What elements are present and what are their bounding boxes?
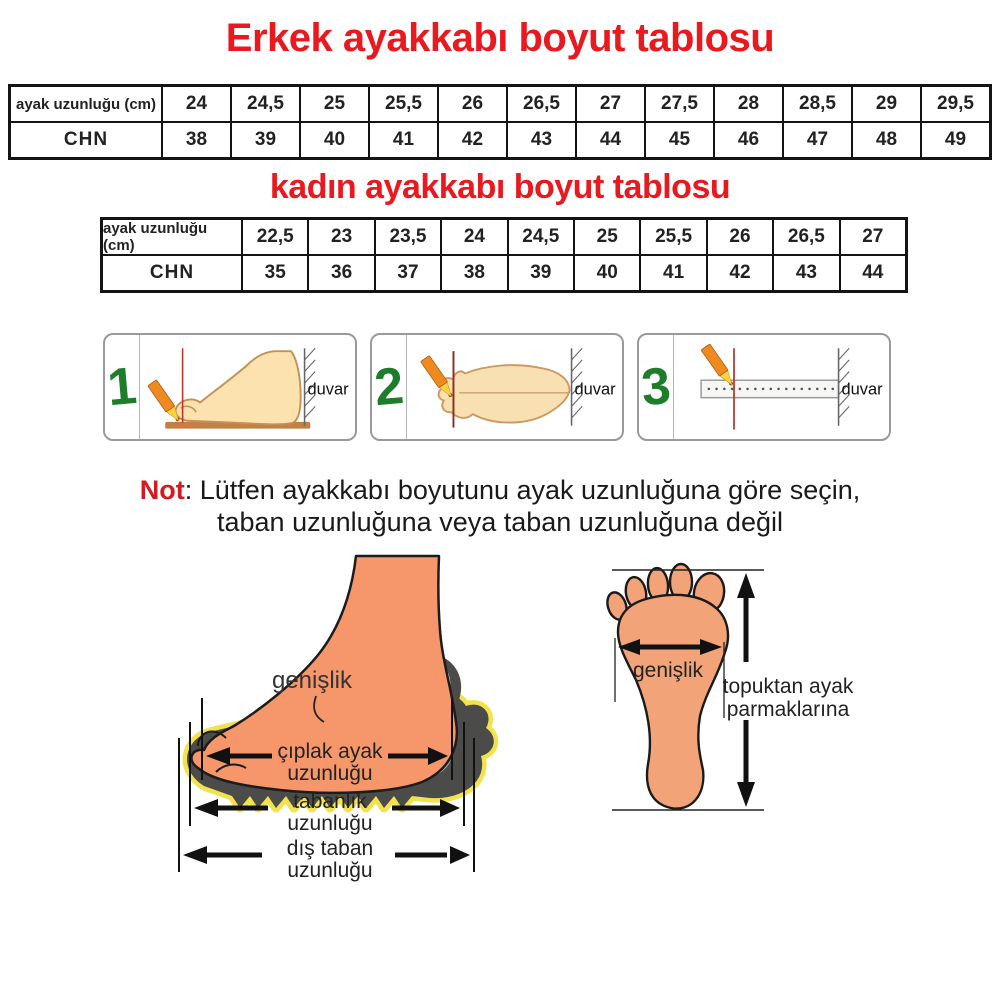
women-foot-length-cell: 23: [309, 220, 373, 254]
men-foot-length-cell: 27: [577, 87, 644, 121]
women-foot-length-cell: 26: [708, 220, 772, 254]
outsole-length-label-2: uzunluğu: [287, 859, 373, 882]
pencil-icon: [148, 380, 183, 424]
barefoot-length-label-2: uzunluğu: [287, 762, 373, 785]
women-chn-size-cell: 41: [641, 256, 705, 290]
women-foot-length-cell: 24,5: [509, 220, 573, 254]
foot-side-icon: [176, 351, 301, 424]
step-3-illustration: [674, 335, 886, 439]
insole-length-label-2: uzunluğu: [287, 812, 373, 835]
shoe-width-label: genişlik: [271, 667, 353, 694]
women-chn-size-cell: 38: [442, 256, 506, 290]
women-chn-size-cell: 36: [309, 256, 373, 290]
men-foot-length-cell: 29: [853, 87, 920, 121]
wall-label: duvar: [841, 380, 883, 399]
footprint-width-label: genişlik: [632, 659, 704, 682]
men-chn-size-cell: 38: [163, 123, 230, 157]
women-foot-length-cell: 27: [841, 220, 905, 254]
women-chn-size-cell: 43: [774, 256, 838, 290]
foot-top-icon: [439, 365, 570, 422]
men-foot-length-cell: 24: [163, 87, 230, 121]
men-foot-length-cell: 25,5: [370, 87, 437, 121]
wall-label: duvar: [307, 380, 349, 399]
men-foot-length-cell: 24,5: [232, 87, 299, 121]
note-line1: : Lütfen ayakkabı boyutunu ayak uzunluğuna göre seçin,: [184, 475, 861, 505]
women-chn-size-cell: 35: [243, 256, 307, 290]
men-foot-length-cell: 26: [439, 87, 506, 121]
men-chn-size-cell: 48: [853, 123, 920, 157]
men-size-table: [8, 84, 992, 160]
measure-step-2: [370, 333, 624, 441]
footprint-measure-diagram: [588, 550, 918, 842]
men-chn-size-cell: 47: [784, 123, 851, 157]
step-2-number: 2: [372, 356, 406, 418]
men-chn-size-cell: 45: [646, 123, 713, 157]
men-foot-length-cell: 25: [301, 87, 368, 121]
men-chn-size-cell: 41: [370, 123, 437, 157]
women-chn-size-cell: 44: [841, 256, 905, 290]
women-chn-label: CHN: [103, 256, 241, 290]
women-foot-length-cell: 25: [575, 220, 639, 254]
men-chn-size-cell: 39: [232, 123, 299, 157]
women-chn-size-cell: 42: [708, 256, 772, 290]
step-3-number: 3: [639, 356, 673, 418]
women-size-table: [100, 217, 908, 293]
wall-label: duvar: [574, 380, 616, 399]
women-table-title: kadın ayakkabı boyut tablosu: [269, 168, 731, 206]
barefoot-length-label-1: çıplak ayak: [277, 740, 383, 763]
women-foot-length-label: ayak uzunluğu (cm): [103, 220, 241, 254]
women-chn-size-cell: 40: [575, 256, 639, 290]
heel-to-toe-label-2: parmaklarına: [726, 698, 850, 721]
footprint-icon: [604, 564, 728, 809]
men-chn-size-cell: 42: [439, 123, 506, 157]
women-chn-size-cell: 37: [376, 256, 440, 290]
women-chn-size-cell: 39: [509, 256, 573, 290]
women-foot-length-cell: 26,5: [774, 220, 838, 254]
measure-step-3: [637, 333, 891, 441]
men-chn-size-cell: 40: [301, 123, 368, 157]
step-2-illustration: [407, 335, 619, 439]
foot-side-length-diagram: [150, 550, 510, 890]
note-text: [0, 474, 1000, 539]
step-1-illustration: [140, 335, 352, 439]
men-chn-size-cell: 44: [577, 123, 644, 157]
men-foot-length-cell: 28,5: [784, 87, 851, 121]
women-foot-length-cell: 23,5: [376, 220, 440, 254]
men-foot-length-cell: 29,5: [922, 87, 989, 121]
measure-step-1: [103, 333, 357, 441]
men-foot-length-label: ayak uzunluğu (cm): [11, 87, 161, 121]
men-table-title: Erkek ayakkabı boyut tablosu: [225, 16, 775, 60]
outsole-length-label-1: dış taban: [286, 837, 374, 860]
insole-length-label-1: tabanlık: [293, 790, 367, 813]
note-prefix: Not: [139, 475, 185, 505]
ruler-icon: [701, 380, 838, 397]
men-chn-size-cell: 46: [715, 123, 782, 157]
women-foot-length-cell: 24: [442, 220, 506, 254]
men-foot-length-cell: 28: [715, 87, 782, 121]
men-chn-size-cell: 49: [922, 123, 989, 157]
note-line2: taban uzunluğuna veya taban uzunluğuna değil: [217, 507, 783, 538]
heel-to-toe-label-1: topuktan ayak: [722, 675, 854, 698]
step-1-number: 1: [105, 356, 139, 418]
measuring-steps: [103, 333, 891, 441]
men-foot-length-cell: 27,5: [646, 87, 713, 121]
men-chn-label: CHN: [11, 123, 161, 157]
men-chn-size-cell: 43: [508, 123, 575, 157]
women-foot-length-cell: 22,5: [243, 220, 307, 254]
men-foot-length-cell: 26,5: [508, 87, 575, 121]
women-foot-length-cell: 25,5: [641, 220, 705, 254]
